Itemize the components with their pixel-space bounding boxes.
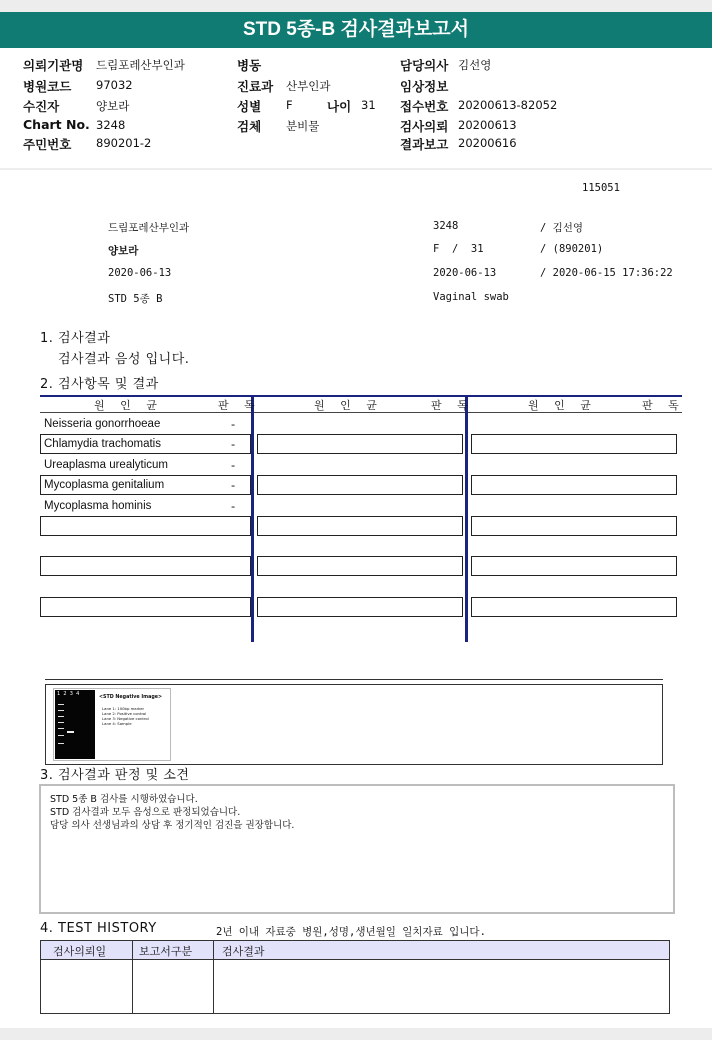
history-table bbox=[40, 940, 670, 1014]
history-header bbox=[41, 941, 669, 960]
gel-title: <STD Negative Image> bbox=[99, 695, 163, 700]
section-1-title: 1. 검사결과 bbox=[40, 331, 111, 346]
ward-label: 병동 bbox=[237, 58, 262, 73]
institution-value: 드림포레산부인과 bbox=[96, 58, 185, 72]
report-doctor: / 김선영 bbox=[540, 222, 584, 234]
result-row-box bbox=[257, 597, 463, 617]
dept-value: 산부인과 bbox=[286, 79, 331, 93]
section-4-title: 4. TEST HISTORY bbox=[40, 921, 157, 936]
report-test: STD 5종 B bbox=[108, 293, 163, 305]
gel-legend-item: Lane 4: Sample bbox=[102, 721, 132, 726]
history-note: 2년 이내 자료중 병원,성명,생년월일 일치자료 입니다. bbox=[216, 926, 486, 938]
result-organism: Mycoplasma genitalium bbox=[44, 479, 165, 491]
chart-label: Chart No. bbox=[23, 117, 90, 132]
request-value: 20200613 bbox=[458, 118, 517, 132]
result-value: - bbox=[231, 458, 236, 472]
result-value: - bbox=[231, 437, 236, 451]
gel-image bbox=[53, 688, 171, 761]
report-date-value: 20200616 bbox=[458, 136, 517, 150]
report-specimen: Vaginal swab bbox=[433, 291, 509, 303]
result-row-box bbox=[257, 516, 463, 536]
section-1-text: 검사결과 음성 입니다. bbox=[58, 352, 190, 367]
result-row-box bbox=[40, 556, 251, 576]
col1-result-head: 판 독 bbox=[218, 399, 261, 412]
results-divider-2 bbox=[465, 395, 468, 642]
gel-lanes-image bbox=[55, 690, 95, 759]
col1-organism-head: 원 인 균 bbox=[94, 399, 163, 412]
receipt-value: 20200613-82052 bbox=[458, 98, 558, 112]
result-row-box bbox=[40, 516, 251, 536]
sex-value: F bbox=[286, 98, 293, 112]
results-divider-1 bbox=[251, 395, 254, 642]
gel-legend-item: Lane 3: Negative control bbox=[102, 716, 149, 721]
result-row-box bbox=[257, 434, 463, 454]
opinion-line: 담당 의사 선생님과의 상담 후 정기적인 검진을 권장합니다. bbox=[50, 820, 295, 831]
doctor-value: 김선영 bbox=[458, 58, 492, 72]
report-code: 115051 bbox=[582, 182, 620, 194]
rrn-label: 주민번호 bbox=[23, 137, 72, 152]
result-organism: Chlamydia trachomatis bbox=[44, 438, 161, 450]
clinical-label: 임상정보 bbox=[400, 79, 449, 94]
history-col-result: 검사결과 bbox=[222, 945, 265, 958]
hospital-code-label: 병원코드 bbox=[23, 79, 72, 94]
doctor-label: 담당의사 bbox=[400, 58, 449, 73]
col3-result-head: 판 독 bbox=[642, 399, 685, 412]
gel-lane-numbers: 1 2 3 4 bbox=[57, 691, 80, 697]
specimen-value: 분비물 bbox=[286, 119, 320, 133]
specimen-label: 검체 bbox=[237, 119, 262, 134]
result-row-box bbox=[40, 597, 251, 617]
result-row-box bbox=[471, 516, 677, 536]
result-row-box bbox=[257, 475, 463, 495]
report-sex-age: F / 31 bbox=[433, 243, 484, 255]
opinion-box bbox=[39, 784, 675, 914]
rrn-value: 890201-2 bbox=[96, 136, 152, 150]
result-organism: Mycoplasma hominis bbox=[44, 500, 152, 512]
opinion-line: STD 검사결과 모두 음성으로 판정되었습니다. bbox=[50, 807, 241, 818]
report-institution: 드림포레산부인과 bbox=[108, 222, 190, 234]
result-row-box bbox=[471, 475, 677, 495]
report-date2: 2020-06-13 bbox=[433, 267, 497, 279]
col3-organism-head: 원 인 균 bbox=[528, 399, 597, 412]
result-row-box bbox=[471, 556, 677, 576]
result-row-box bbox=[471, 434, 677, 454]
gel-rule bbox=[45, 679, 663, 680]
patient-label: 수진자 bbox=[23, 99, 60, 114]
section-3-title: 3. 검사결과 판정 및 소견 bbox=[40, 768, 190, 783]
gel-image-panel bbox=[45, 684, 663, 765]
section-2-title: 2. 검사항목 및 결과 bbox=[40, 377, 159, 392]
age-value: 31 bbox=[361, 98, 376, 112]
result-organism: Ureaplasma urealyticum bbox=[44, 459, 168, 471]
history-col-request-date: 검사의뢰일 bbox=[53, 945, 107, 958]
sex-label: 성별 bbox=[237, 99, 262, 114]
result-row-box bbox=[257, 556, 463, 576]
history-divider bbox=[132, 941, 133, 1013]
result-value: - bbox=[231, 478, 236, 492]
age-label: 나이 bbox=[327, 99, 352, 114]
patient-value: 양보라 bbox=[96, 99, 130, 113]
result-value: - bbox=[231, 417, 236, 431]
opinion-line: STD 5종 B 검사를 시행하였습니다. bbox=[50, 794, 198, 805]
report-date1: 2020-06-13 bbox=[108, 267, 172, 279]
result-row-box bbox=[471, 597, 677, 617]
header-info bbox=[0, 48, 712, 168]
col2-organism-head: 원 인 균 bbox=[314, 399, 383, 412]
gel-legend-item: Lane 1: 100bp marker bbox=[102, 706, 145, 711]
result-organism: Neisseria gonorrhoeae bbox=[44, 418, 161, 430]
result-value: - bbox=[231, 499, 236, 513]
col2-result-head: 판 독 bbox=[431, 399, 474, 412]
history-divider bbox=[213, 941, 214, 1013]
report-title: STD 5종-B 검사결과보고서 bbox=[0, 12, 712, 48]
history-col-report-type: 보고서구분 bbox=[139, 945, 193, 958]
report-datetime: / 2020-06-15 17:36:22 bbox=[540, 267, 673, 279]
gel-legend-item: Lane 2: Positive control bbox=[102, 711, 147, 716]
dept-label: 진료과 bbox=[237, 79, 274, 94]
report-chart: 3248 bbox=[433, 220, 459, 232]
receipt-label: 접수번호 bbox=[400, 99, 449, 114]
institution-label: 의뢰기관명 bbox=[23, 58, 84, 73]
hospital-code-value: 97032 bbox=[96, 78, 133, 92]
report-birth: / (890201) bbox=[540, 243, 604, 255]
chart-value: 3248 bbox=[96, 118, 126, 132]
report-date-label: 결과보고 bbox=[400, 137, 449, 152]
report-body bbox=[0, 170, 712, 1028]
report-patient: 양보라 bbox=[108, 245, 139, 257]
request-label: 검사의뢰 bbox=[400, 119, 449, 134]
